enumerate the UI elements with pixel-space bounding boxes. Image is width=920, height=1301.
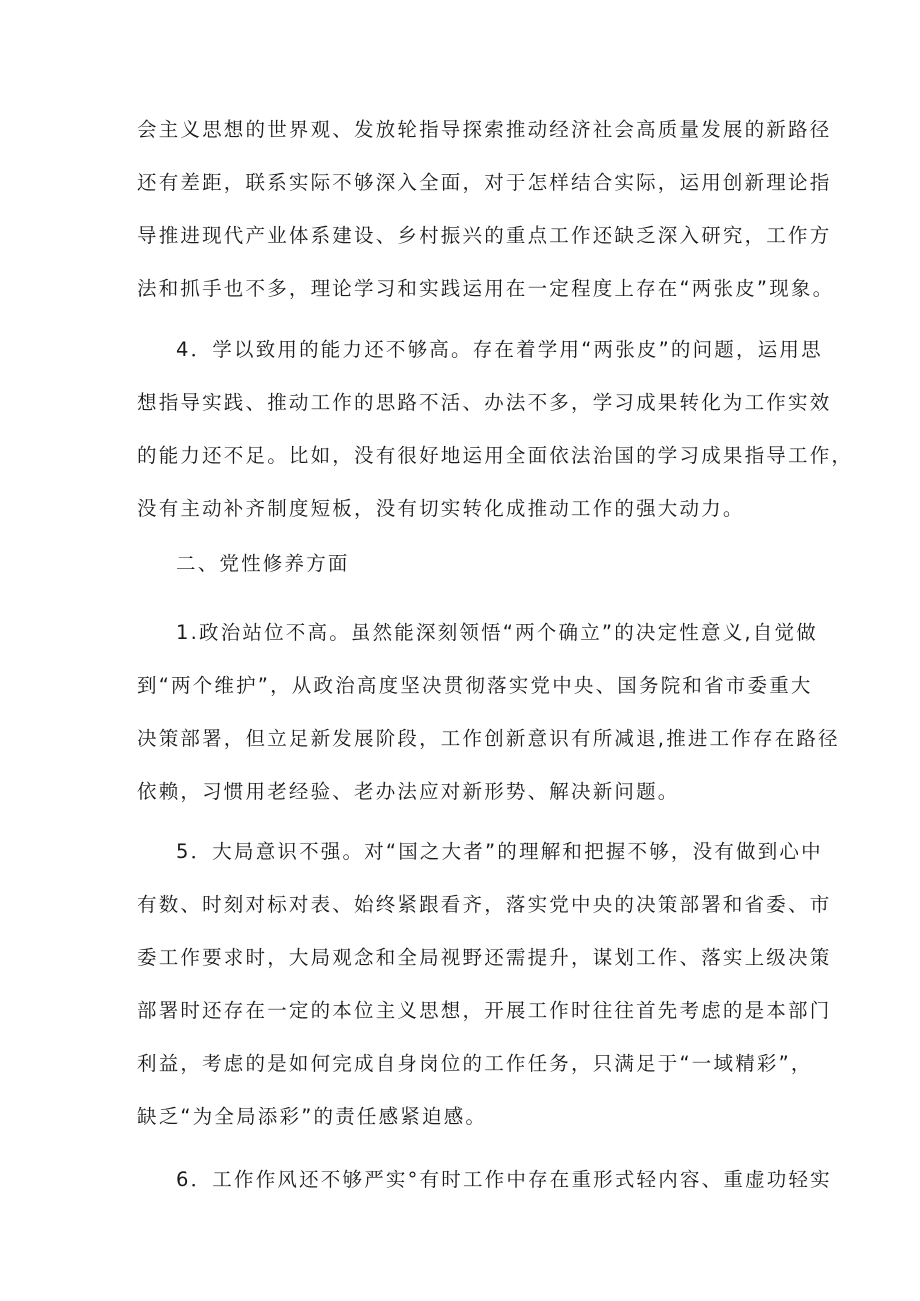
paragraph-4-line-1: 4．学以致用的能力还不够高。存在着学用“两张皮”的问题，运用思: [176, 338, 823, 361]
paragraph-4-line-3: 的能力还不足。比如，没有很好地运用全面依法治国的学习成果指导工作，: [137, 444, 854, 467]
paragraph-1-line-1: 1.政治站位不高。虽然能深刻领悟“两个确立”的决定性意义,自觉做: [176, 621, 818, 644]
paragraph-4-line-4: 没有主动补齐制度短板，没有切实转化成推动工作的强大动力。: [137, 497, 745, 520]
paragraph-1-line-3: 决策部署，但立足新发展阶段，工作创新意识有所减退,推进工作存在路径: [137, 727, 840, 750]
paragraph-a-line-4: 法和抓手也不多，理论学习和实践运用在一定程度上存在“两张皮”现象。: [137, 277, 835, 300]
paragraph-5-line-2: 有数、时刻对标对表、始终紧跟看齐，落实党中央的决策部署和省委、市: [137, 893, 832, 916]
paragraph-1-line-2: 到“两个维护”，从政治高度坚决贯彻落实党中央、国务院和省市委重大: [137, 674, 813, 697]
section-heading: 二、党性修养方面: [176, 552, 350, 575]
paragraph-4-line-2: 想指导实践、推动工作的思路不活、办法不多，学习成果转化为工作实效: [137, 391, 832, 414]
paragraph-a-line-2: 还有差距，联系实际不够深入全面，对于怎样结合实际，运用创新理论指: [137, 171, 832, 194]
paragraph-a-line-3: 导推进现代产业体系建设、乡村振兴的重点工作还缺乏深入研究，工作方: [137, 224, 832, 247]
paragraph-6-line-1: 6．工作作风还不够严实°有时工作中存在重形式轻内容、重虚功轻实: [176, 1168, 832, 1191]
paragraph-5-line-3: 委工作要求时，大局观念和全局视野还需提升，谋划工作、落实上级决策: [137, 946, 832, 969]
paragraph-1-line-4: 依赖，习惯用老经验、老办法应对新形势、解决新问题。: [137, 780, 680, 803]
paragraph-5-line-5: 利益，考虑的是如何完成自身岗位的工作任务，只满足于“一域精彩”，: [137, 1052, 813, 1075]
paragraph-5-line-4: 部署时还存在一定的本位主义思想，开展工作时往往首先考虑的是本部门: [137, 999, 832, 1022]
paragraph-a-line-1: 会主义思想的世界观、发放轮指导探索推动经济社会高质量发展的新路径: [137, 118, 832, 141]
paragraph-5-line-6: 缺乏“为全局添彩”的责任感紧迫感。: [137, 1105, 488, 1128]
paragraph-5-line-1: 5．大局意识不强。对“国之大者”的理解和把握不够，没有做到心中: [176, 840, 823, 863]
